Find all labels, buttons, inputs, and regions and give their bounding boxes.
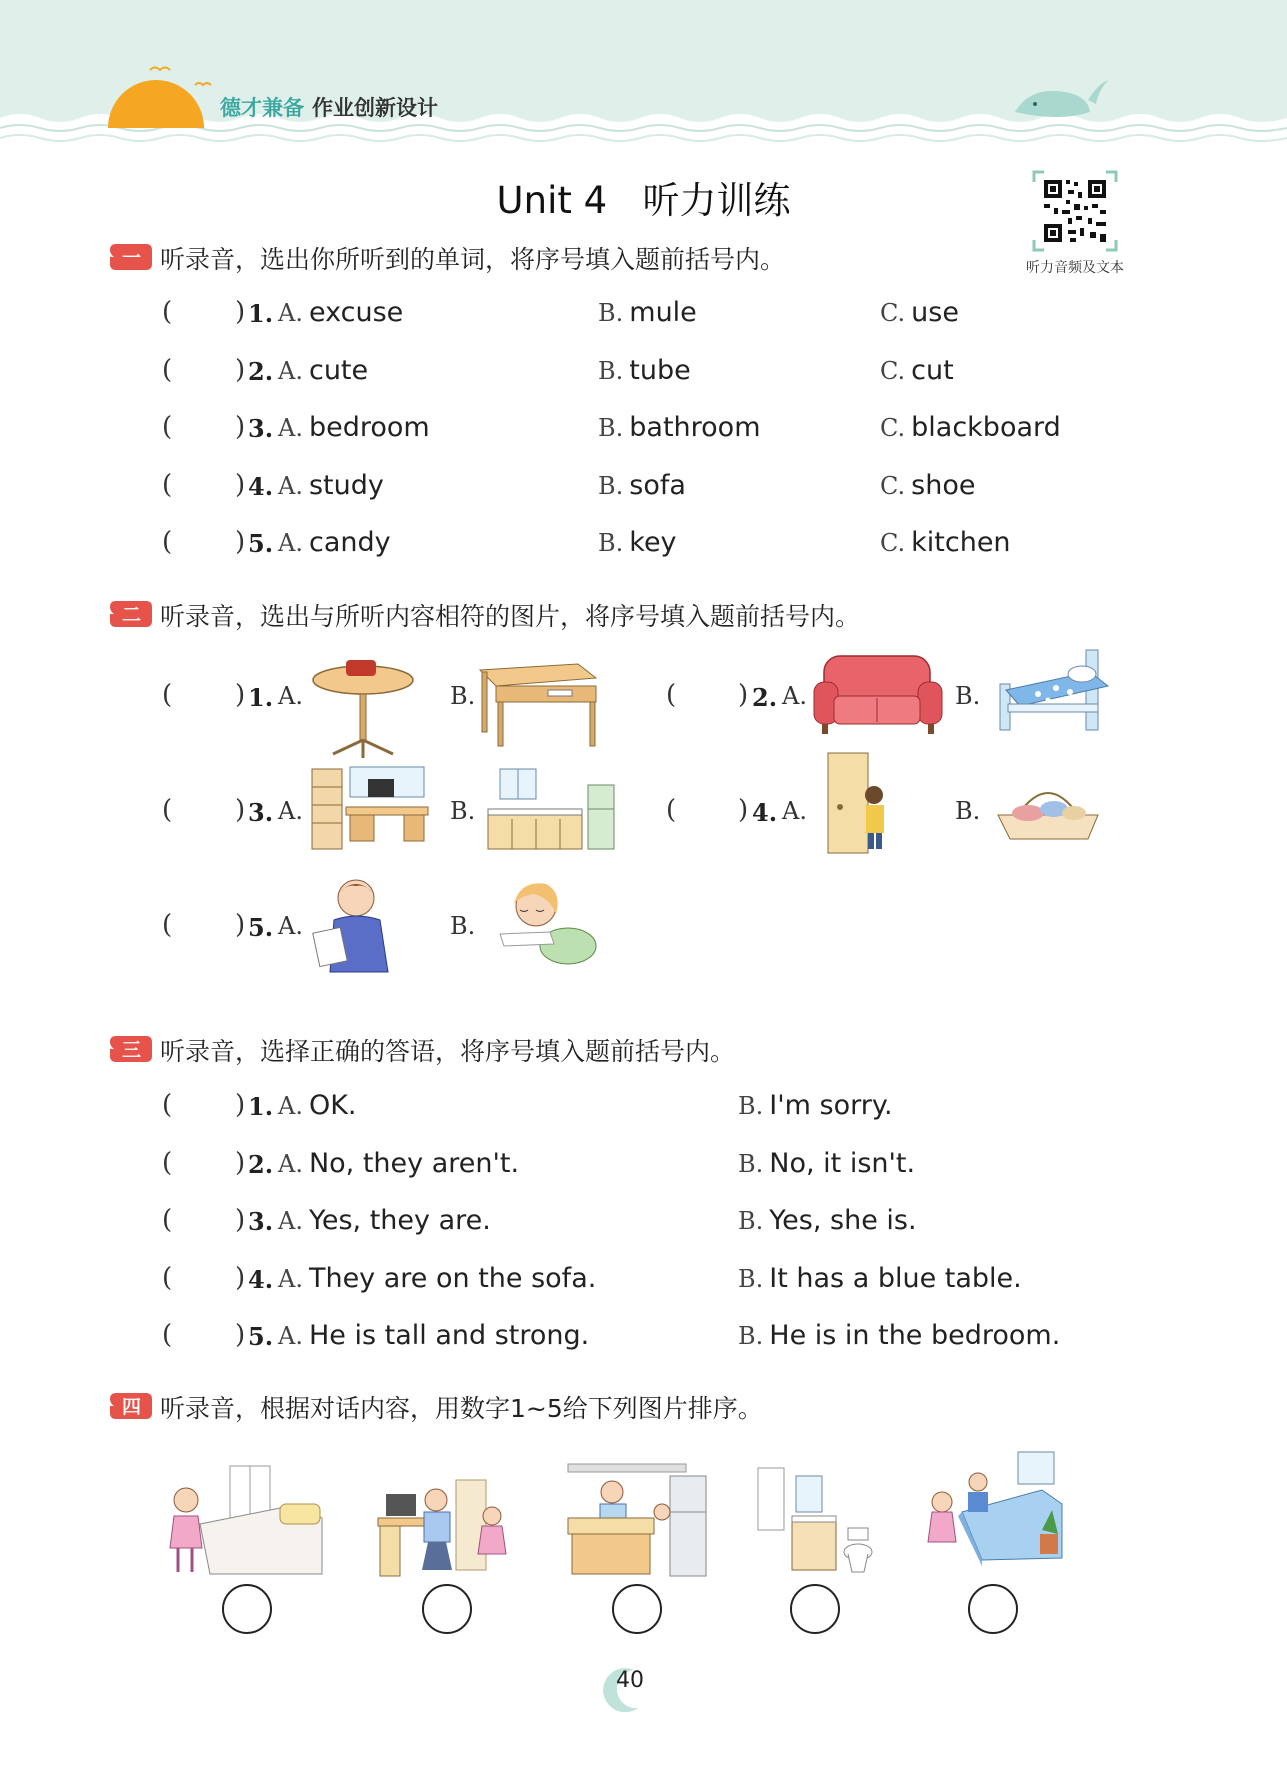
close-paren: ) (235, 1263, 246, 1293)
section2-instruction: 听录音，选出与所听内容相符的图片，将序号填入题前括号内。 (160, 602, 861, 631)
order-answer-circle[interactable] (790, 1584, 840, 1634)
question-number: 3. (248, 1207, 274, 1236)
option-letter: C. (880, 472, 906, 500)
close-paren: ) (235, 680, 246, 710)
bed-icon (998, 648, 1118, 738)
question-number: 2. (248, 357, 274, 386)
option-b (738, 1203, 917, 1236)
option-text: OK. (308, 1090, 357, 1121)
open-paren: ( (666, 795, 677, 825)
boy-at-study-desk-icon (376, 1470, 516, 1580)
study-room-icon (310, 763, 430, 853)
option-letter: A. (278, 1150, 303, 1178)
close-paren: ) (738, 795, 749, 825)
question-number: 3. (248, 414, 274, 443)
open-paren: ( (162, 355, 173, 385)
close-paren: ) (235, 297, 246, 327)
option-a-label: A. (278, 797, 303, 825)
option-a (278, 1088, 357, 1121)
question-number: 5. (248, 529, 274, 558)
brand-green: 德才兼备 (220, 96, 304, 120)
option-letter: B. (598, 414, 624, 442)
question-number: 5. (248, 913, 274, 942)
question-number: 3. (248, 798, 274, 827)
option-text: Yes, they are. (308, 1205, 491, 1236)
option-letter: B. (738, 1207, 764, 1235)
round-table-telephone-icon (308, 650, 418, 760)
s3-question-2 (160, 1146, 1160, 1186)
section4-pictures (0, 1450, 1287, 1640)
boy-with-paper-icon (310, 874, 400, 974)
option-a-label: A. (782, 682, 807, 710)
question-number: 4. (248, 1265, 274, 1294)
option-letter: C. (880, 357, 906, 385)
answer-blank[interactable] (680, 680, 730, 710)
close-paren: ) (235, 355, 246, 385)
basket-of-clothes-icon (988, 765, 1108, 841)
sofa-icon (810, 652, 946, 742)
option-text: I'm sorry. (769, 1090, 893, 1121)
section4-instruction: 听录音，根据对话内容，用数字1~5给下列图片排序。 (160, 1394, 763, 1423)
answer-blank[interactable] (178, 1203, 228, 1235)
answer-blank[interactable] (178, 1088, 228, 1120)
option-text: He is in the bedroom. (769, 1320, 1061, 1351)
open-paren: ( (162, 1090, 173, 1120)
option-a (278, 1146, 519, 1179)
question-number: 2. (248, 1150, 274, 1179)
option-a-label: A. (278, 912, 303, 940)
s3-question-4 (160, 1261, 1160, 1301)
option-word: sofa (629, 470, 686, 501)
s2-question-5 (160, 910, 1260, 1000)
option-b-label: B. (955, 682, 981, 710)
option-a-label: A. (278, 682, 303, 710)
question-number: 5. (248, 1322, 274, 1351)
open-paren: ( (162, 1205, 173, 1235)
girl-sleeping-icon (490, 874, 600, 974)
option-word: use (911, 297, 959, 328)
option-b (738, 1088, 893, 1121)
close-paren: ) (235, 527, 246, 557)
option-letter: A. (278, 299, 303, 327)
option-a (278, 1203, 491, 1236)
close-paren: ) (235, 470, 246, 500)
option-letter: B. (598, 299, 624, 327)
option-letter: A. (278, 1207, 303, 1235)
open-paren: ( (162, 1148, 173, 1178)
option-letter: A. (278, 1265, 303, 1293)
order-answer-circle[interactable] (422, 1584, 472, 1634)
bathroom-icon (756, 1466, 876, 1581)
option-letter: B. (738, 1322, 764, 1350)
option-letter: A. (278, 1322, 303, 1350)
order-answer-circle[interactable] (612, 1584, 662, 1634)
order-answer-circle[interactable] (968, 1584, 1018, 1634)
question-number: 1. (248, 683, 274, 712)
open-paren: ( (162, 412, 173, 442)
answer-blank[interactable] (680, 795, 730, 825)
open-paren: ( (162, 1263, 173, 1293)
option-letter: B. (598, 357, 624, 385)
option-b-label: B. (955, 797, 981, 825)
open-paren: ( (666, 680, 677, 710)
option-text: They are on the sofa. (308, 1263, 597, 1294)
page-title: Unit 4 听力训练 (496, 179, 791, 222)
option-a (278, 1261, 596, 1294)
answer-blank[interactable] (178, 680, 228, 710)
close-paren: ) (235, 795, 246, 825)
option-word: bedroom (308, 412, 430, 443)
option-b-label: B. (450, 797, 476, 825)
section4-badge-number: 四 (122, 1396, 142, 1418)
option-word: tube (629, 355, 691, 386)
option-word: cut (911, 355, 954, 386)
option-b (738, 1146, 915, 1179)
option-text: No, it isn't. (769, 1148, 916, 1179)
option-letter: B. (598, 472, 624, 500)
open-paren: ( (162, 795, 173, 825)
option-letter: B. (738, 1265, 764, 1293)
section1-badge-number: 一 (122, 247, 142, 269)
close-paren: ) (235, 1090, 246, 1120)
option-a (278, 1318, 589, 1351)
option-word: study (308, 470, 384, 501)
answer-blank[interactable] (178, 1318, 228, 1350)
open-paren: ( (162, 527, 173, 557)
option-a-label: A. (782, 797, 807, 825)
answer-blank[interactable] (178, 910, 228, 940)
question-number: 4. (752, 798, 778, 827)
close-paren: ) (235, 1320, 246, 1350)
s3-question-3 (160, 1203, 1160, 1243)
open-paren: ( (162, 680, 173, 710)
kitchen-icon (486, 765, 616, 855)
desk-icon (478, 660, 598, 750)
close-paren: ) (235, 1148, 246, 1178)
option-letter: A. (278, 472, 303, 500)
option-word: blackboard (911, 412, 1061, 443)
question-number: 2. (752, 683, 778, 712)
open-paren: ( (162, 1320, 173, 1350)
option-letter: B. (598, 529, 624, 557)
option-letter: B. (738, 1150, 764, 1178)
option-word: candy (308, 527, 391, 558)
close-paren: ) (235, 412, 246, 442)
qr-caption: 听力音频及文本 (1026, 260, 1124, 276)
option-word: cute (308, 355, 369, 386)
answer-blank[interactable] (178, 1146, 228, 1178)
section1-instruction: 听录音，选出你所听到的单词，将序号填入题前括号内。 (160, 245, 786, 274)
option-text: Yes, she is. (769, 1205, 917, 1236)
option-word: shoe (911, 470, 976, 501)
option-letter: A. (278, 529, 303, 557)
open-paren: ( (162, 297, 173, 327)
option-word: excuse (308, 297, 404, 328)
option-letter: C. (880, 414, 906, 442)
section2-badge-number: 二 (122, 604, 142, 626)
open-paren: ( (162, 470, 173, 500)
page-number: 40 (616, 1668, 644, 1693)
close-paren: ) (235, 1205, 246, 1235)
option-letter: B. (738, 1092, 764, 1120)
question-number: 1. (248, 1092, 274, 1121)
option-word: mule (629, 297, 697, 328)
answer-blank[interactable] (178, 795, 228, 825)
option-b (738, 1261, 1022, 1294)
question-number: 4. (248, 472, 274, 501)
open-paren: ( (162, 910, 173, 940)
option-b (738, 1318, 1060, 1351)
option-b-label: B. (450, 912, 476, 940)
section3-instruction: 听录音，选择正确的答语，将序号填入题前括号内。 (160, 1037, 736, 1066)
option-text: He is tall and strong. (308, 1320, 590, 1351)
man-in-kitchen-icon (566, 1462, 708, 1580)
option-word: kitchen (911, 527, 1011, 558)
girl-in-bedroom-icon (160, 1464, 325, 1579)
s2-question-3 (160, 795, 1260, 885)
option-word: bathroom (629, 412, 761, 443)
option-letter: A. (278, 1092, 303, 1120)
option-letter: C. (880, 529, 906, 557)
children-in-living-room-icon (922, 1450, 1072, 1580)
order-answer-circle[interactable] (222, 1584, 272, 1634)
question-number: 1. (248, 299, 274, 328)
option-letter: A. (278, 357, 303, 385)
option-letter: C. (880, 299, 906, 327)
s3-question-5 (160, 1318, 1160, 1358)
answer-blank[interactable] (178, 1261, 228, 1293)
option-word: key (629, 527, 677, 558)
s2-question-1 (160, 680, 1260, 770)
close-paren: ) (235, 910, 246, 940)
s3-question-1 (160, 1088, 1160, 1128)
option-b-label: B. (450, 682, 476, 710)
option-text: It has a blue table. (769, 1263, 1022, 1294)
brand-black: 作业创新设计 (312, 96, 438, 120)
option-text: No, they aren't. (308, 1148, 520, 1179)
option-letter: A. (278, 414, 303, 442)
close-paren: ) (738, 680, 749, 710)
section3-badge-number: 三 (122, 1039, 142, 1061)
boy-at-door-icon (826, 751, 892, 855)
